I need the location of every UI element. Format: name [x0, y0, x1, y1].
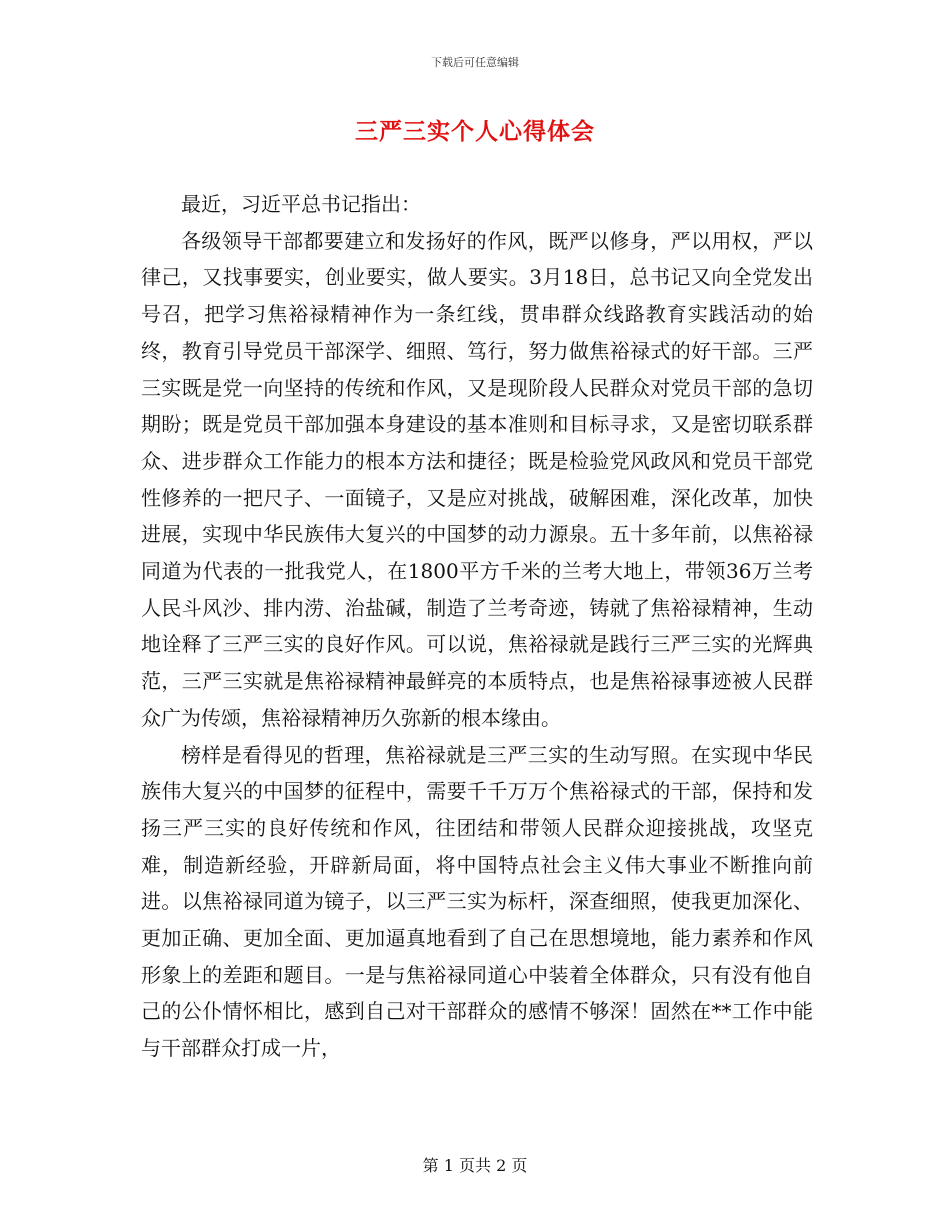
document-body [141, 186, 813, 1067]
paragraph: 榜样是看得见的哲理，焦裕禄就是三严三实的生动写照。在实现中华民族伟大复兴的中国梦的征程中，需要千千万万个焦裕禄式的干部，保持和发扬三严三实的良好传统和作风，往团结和带领人民群众迎接挑战，攻坚克难，制造新经验，开辟新局面，将中国特点社会主义伟大事业不断推向前进。以焦裕禄同道为镜子，以三严三实为标杆，深查细照，使我更加深化、更加正确、更加全面、更加逼真地看到了自己在思想境地，能力素养和作风形象上的差距和题目。一是与焦裕禄同道心中装着全体群众，只有没有他自己的公仆情怀相比，感到自己对干部群众的感情不够深！固然在**工作中能与干部群众打成一片， [141, 742, 813, 1061]
document-title: 三严三实个人心得体会 [355, 118, 595, 145]
paragraph: 最近，习近平总书记指出： [181, 192, 421, 216]
page-number-footer: 第 1 页共 2 页 [422, 1156, 528, 1175]
header-note: 下载后可任意编辑 [431, 56, 519, 69]
paragraph: 各级领导干部都要建立和发扬好的作风，既严以修身，严以用权，严以律己，又找事要实，创业要实，做人要实。3月18日，总书记又向全党发出号召，把学习焦裕禄精神作为一条红线，贯串群众线路教育实践活动的始终，教育引导党员干部深学、细照、笃行，努力做焦裕禄式的好干部。三严三实既是党一向坚持的传统和作风，又是现阶段人民群众对党员干部的急切期盼；既是党员干部加强本身建设的基本准则和目标寻求，又是密切联系群众、进步群众工作能力的根本方法和捷径；既是检验党风政风和党员干部党性修养的一把尺子、一面镜子，又是应对挑战，破解困难，深化改革，加快进展，实现中华民族伟大复兴的中国梦的动力源泉。五十多年前，以焦裕禄同道为代表的一批我党人，在1800平方千米的兰考大地上，带领36万兰考人民斗风沙、排内涝、治盐碱，制造了兰考奇迹，铸就了焦裕禄精神，生动地诠释了三严三实的良好作风。可以说，焦裕禄就是践行三严三实的光辉典范，三严三实就是焦裕禄精神最鲜亮的本质特点，也是焦裕禄事迹被人民群众广为传颂，焦裕禄精神历久弥新的根本缘由。 [141, 228, 813, 730]
